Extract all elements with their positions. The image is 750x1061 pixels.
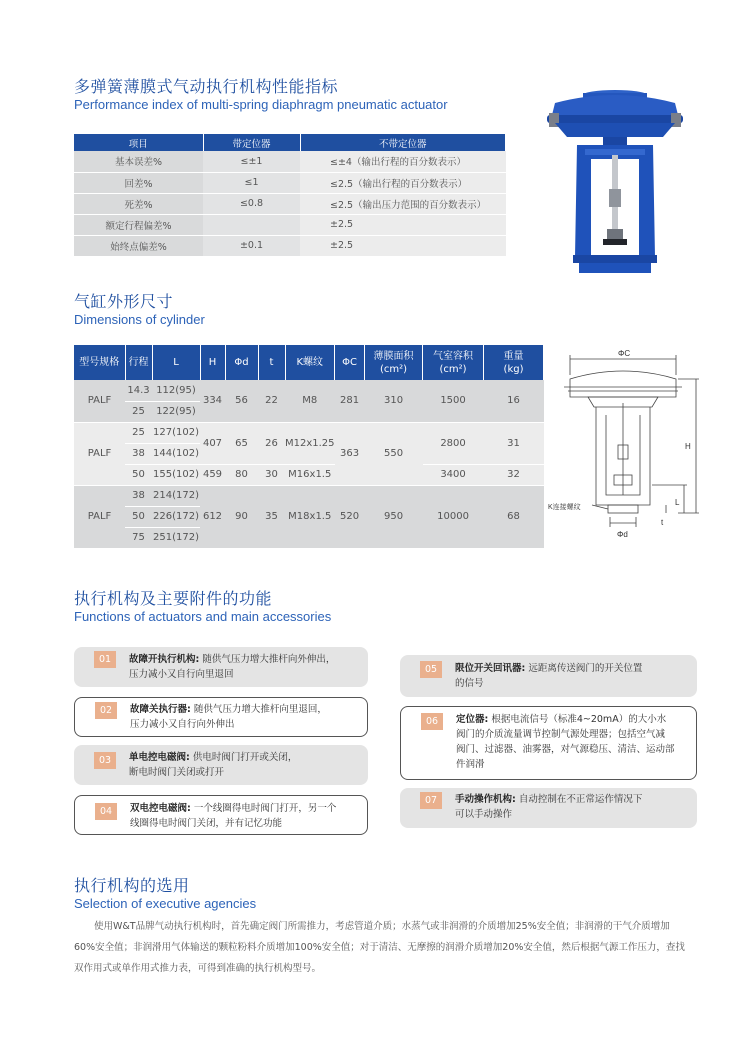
dim-cell: 50 — [125, 506, 152, 527]
dim-header: 行程 — [125, 345, 152, 380]
dim-cell: 30 — [258, 464, 285, 485]
dim-cell: 2800 — [423, 422, 484, 464]
accessory-desc: 一个线圈得电时阀门打开，另一个 — [193, 803, 337, 814]
dim-header: Φd — [225, 345, 258, 380]
dim-cell: 310 — [365, 380, 423, 422]
table-row — [74, 214, 506, 235]
dim-header — [484, 345, 544, 380]
accessory-card-07 — [400, 788, 697, 828]
accessory-desc: 远距离传送阀门的开关位置 — [528, 663, 643, 674]
table-row — [74, 172, 506, 193]
label-k: K连接螺纹 — [548, 504, 581, 511]
dim-cell: 459 — [200, 464, 225, 485]
dim-cell: 22 — [258, 380, 285, 422]
dim-header-line: 薄膜面积 — [373, 350, 414, 362]
dim-header-unit: (cm²) — [380, 363, 408, 375]
dim-cell: 10000 — [423, 485, 484, 548]
accessory-desc: 压力减小又自行向外伸出 — [130, 719, 235, 730]
dim-cell: 520 — [335, 485, 365, 548]
dim-cell: 363 — [335, 422, 365, 485]
accessory-name: 限位开关回讯器: — [455, 663, 526, 674]
dim-cell: 14.3 — [125, 380, 152, 401]
perf-cell — [203, 214, 300, 235]
table-row — [74, 193, 506, 214]
dim-cell: M18x1.5 — [285, 485, 335, 548]
dim-cell: 226(172) — [152, 506, 200, 527]
dim-cell: 281 — [335, 380, 365, 422]
perf-header: 带定位器 — [203, 134, 300, 151]
accessory-desc: 随供气压力增大推杆向外伸出， — [202, 654, 336, 665]
accessory-text — [129, 652, 362, 682]
section-subtitle-selection: Selection of executive agencies — [74, 896, 257, 911]
dim-header — [423, 345, 484, 380]
dim-cell: 16 — [484, 380, 544, 422]
perf-cell: ±2.5 — [300, 235, 506, 256]
dim-cell: 144(102) — [152, 443, 200, 464]
accessory-card-03 — [74, 745, 368, 785]
accessory-number: 07 — [420, 792, 442, 809]
perf-cell: ≤2.5（输出行程的百分数表示） — [300, 172, 506, 193]
accessory-card-01 — [74, 647, 368, 687]
dim-header: t — [258, 345, 285, 380]
accessory-name: 手动操作机构: — [455, 794, 516, 805]
dim-cell: 112(95) — [152, 380, 200, 401]
perf-cell: ±2.5 — [300, 214, 506, 235]
performance-table — [74, 134, 506, 257]
table-row — [74, 422, 544, 443]
label-t: t — [661, 518, 664, 527]
dim-cell: 26 — [258, 422, 285, 464]
accessory-card-06 — [400, 706, 697, 780]
section-title-performance: 多弹簧薄膜式气动执行机构性能指标 — [74, 77, 339, 96]
dim-cell: M16x1.5 — [285, 464, 335, 485]
label-h: H — [685, 442, 691, 451]
dim-cell: 155(102) — [152, 464, 200, 485]
section-title-selection: 执行机构的选用 — [74, 876, 190, 895]
section-title-dimensions: 气缸外形尺寸 — [74, 292, 174, 311]
dim-header: K螺纹 — [285, 345, 335, 380]
table-row — [74, 151, 506, 172]
accessory-desc: 件润滑 — [456, 759, 485, 770]
dim-header: ΦC — [335, 345, 365, 380]
dim-cell: 127(102) — [152, 422, 200, 443]
dim-cell: 407 — [200, 422, 225, 464]
accessory-text — [456, 712, 690, 772]
accessory-number: 01 — [94, 651, 116, 668]
dim-cell: 3400 — [423, 464, 484, 485]
perf-cell: ≤±1 — [203, 151, 300, 172]
selection-paragraph: 使用W&T品牌气动执行机构时，首先确定阀门所需推力，考虑管道介质；水蒸气或非润滑的介质增加25%安全值；非润滑的干气介质增加60%安全值；非润滑用气体输送的颗粒粉料介质增加100%安全值；对于清洁、无摩擦的润滑介质增加20%安全值，然后根据气源工作压力，查找双作用式或单作用式推力表，可得到准确的执行机构型号。 — [74, 921, 685, 974]
accessory-desc: 自动控制在不正常运作情况下 — [518, 794, 643, 805]
dim-header-line: 气室容积 — [433, 350, 474, 362]
dim-cell: 68 — [484, 485, 544, 548]
accessory-desc: 断电时阀门关闭或打开 — [129, 767, 225, 778]
accessory-card-02 — [74, 697, 368, 737]
label-c: ΦC — [618, 349, 631, 358]
dim-cell: 38 — [125, 443, 152, 464]
dim-cell: 32 — [484, 464, 544, 485]
accessory-desc: 的信号 — [455, 678, 484, 689]
dim-cell: 90 — [225, 485, 258, 548]
label-d: Φd — [617, 530, 628, 539]
accessory-desc: 随供气压力增大推杆向里退回， — [193, 704, 327, 715]
accessory-text — [455, 792, 691, 822]
perf-cell: ≤1 — [203, 172, 300, 193]
dim-cell: 122(95) — [152, 401, 200, 422]
dim-cell: M8 — [285, 380, 335, 422]
accessory-desc: 阀门、过滤器、油雾器，对气源稳压、清洁、运动部 — [456, 744, 675, 755]
perf-cell: 回差% — [74, 172, 203, 193]
accessory-number: 04 — [95, 803, 117, 820]
table-row — [74, 235, 506, 256]
dim-cell: 334 — [200, 380, 225, 422]
table-row — [74, 485, 544, 506]
accessory-name: 单电控电磁阀: — [129, 752, 190, 763]
dim-cell: 56 — [225, 380, 258, 422]
dim-header-line: 重量 — [503, 350, 524, 362]
accessory-card-05 — [400, 655, 697, 697]
dim-cell: M12x1.25 — [285, 422, 335, 464]
accessory-desc: 压力减小又自行向里退回 — [129, 669, 234, 680]
dim-cell: 1500 — [423, 380, 484, 422]
dim-header: 型号规格 — [74, 345, 125, 380]
accessory-card-04 — [74, 795, 368, 835]
dim-cell: 550 — [365, 422, 423, 485]
perf-cell: 基本误差% — [74, 151, 203, 172]
accessory-desc: 可以手动操作 — [455, 809, 513, 820]
dim-cell: 35 — [258, 485, 285, 548]
table-row — [74, 464, 544, 485]
dim-header-unit: (kg) — [503, 363, 524, 375]
dim-header: H — [200, 345, 225, 380]
accessory-number: 03 — [94, 752, 116, 769]
pneumatic-actuator-image — [543, 89, 688, 279]
dim-header-unit: (cm²) — [439, 363, 467, 375]
accessory-name: 故障开执行机构: — [129, 654, 200, 665]
actuator-dimension-drawing — [548, 345, 703, 545]
perf-cell: 始终点偏差% — [74, 235, 203, 256]
dim-cell: 80 — [225, 464, 258, 485]
dim-cell: 75 — [125, 527, 152, 548]
section-title-functions: 执行机构及主要附件的功能 — [74, 589, 273, 608]
table-row — [74, 380, 544, 401]
accessory-name: 故障关执行器: — [130, 704, 191, 715]
perf-cell: ≤0.8 — [203, 193, 300, 214]
dim-cell: 251(172) — [152, 527, 200, 548]
accessory-number: 02 — [95, 702, 117, 719]
dim-cell: 50 — [125, 464, 152, 485]
perf-cell: ≤±4（输出行程的百分数表示） — [300, 151, 506, 172]
dim-cell: 25 — [125, 422, 152, 443]
dim-cell: 38 — [125, 485, 152, 506]
dimensions-table — [74, 345, 544, 549]
label-l: L — [675, 498, 680, 507]
accessory-desc: 根据电流信号（标准4~20mA）的大小水 — [491, 714, 667, 725]
dim-cell: PALF — [74, 485, 125, 548]
dim-cell: 65 — [225, 422, 258, 464]
accessory-text — [130, 801, 361, 831]
dim-cell: 25 — [125, 401, 152, 422]
dim-cell: 214(172) — [152, 485, 200, 506]
dim-cell: 612 — [200, 485, 225, 548]
section-subtitle-dimensions: Dimensions of cylinder — [74, 312, 205, 327]
section-subtitle-performance: Performance index of multi-spring diaphragm pneumatic actuator — [74, 97, 448, 112]
section-subtitle-functions: Functions of actuators and main accessories — [74, 609, 332, 624]
accessory-number: 06 — [421, 713, 443, 730]
accessory-text — [130, 702, 361, 732]
perf-cell: 死差% — [74, 193, 203, 214]
accessory-text — [455, 661, 691, 691]
accessory-desc: 供电时阀门打开或关闭， — [192, 752, 298, 763]
dim-cell: PALF — [74, 380, 125, 422]
accessory-desc: 线圈得电时阀门关闭，并有记忆功能 — [130, 818, 283, 829]
accessory-desc: 阀门的介质流量调节控制气源处理器；包括空气减 — [456, 729, 666, 740]
accessory-number: 05 — [420, 661, 442, 678]
dim-cell: 31 — [484, 422, 544, 464]
dim-cell: PALF — [74, 422, 125, 485]
perf-cell: ±0.1 — [203, 235, 300, 256]
perf-cell: 额定行程偏差% — [74, 214, 203, 235]
dim-header: L — [152, 345, 200, 380]
accessory-name: 双电控电磁阀: — [130, 803, 191, 814]
perf-header: 项目 — [74, 134, 203, 151]
perf-cell: ≤2.5（输出压力范围的百分数表示） — [300, 193, 506, 214]
accessory-text — [129, 750, 362, 780]
perf-header: 不带定位器 — [300, 134, 506, 151]
dim-header — [365, 345, 423, 380]
dim-cell: 950 — [365, 485, 423, 548]
accessory-name: 定位器: — [456, 714, 489, 725]
